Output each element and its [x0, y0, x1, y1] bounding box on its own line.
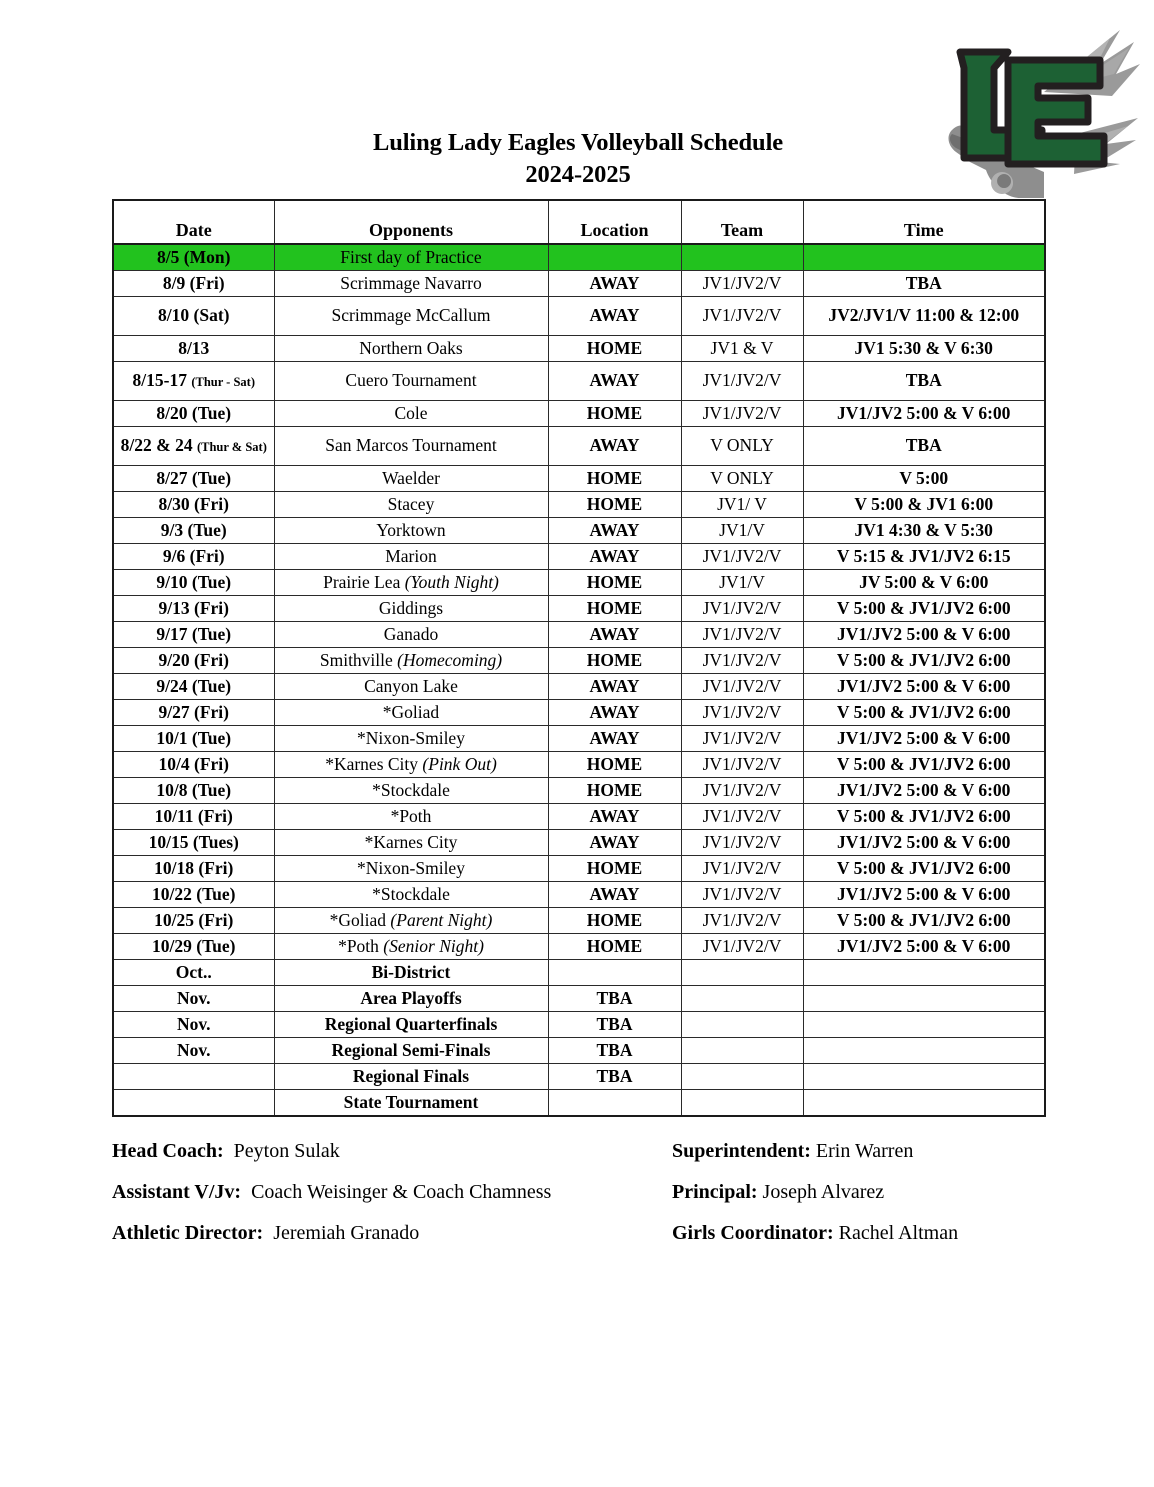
table-row — [113, 336, 1045, 362]
cell-date — [113, 986, 274, 1012]
cell-opponent — [274, 297, 548, 336]
staff-label: Girls Coordinator: — [672, 1222, 834, 1244]
cell-opponent — [274, 830, 548, 856]
staff-row — [112, 1222, 1044, 1263]
table-row — [113, 1064, 1045, 1090]
staff-entry-left — [112, 1140, 672, 1163]
cell-time: JV 5:00 & V 6:00 — [803, 570, 1045, 596]
staff-value: Coach Weisinger & Coach Chamness — [251, 1181, 552, 1203]
cell-location: AWAY — [548, 622, 681, 648]
date-text: 8/10 (Sat) — [158, 305, 230, 326]
column-header-opponents: Opponents — [274, 200, 548, 244]
cell-date — [113, 622, 274, 648]
opponent-text: Waelder — [382, 467, 440, 488]
opponent-text: Canyon Lake — [364, 675, 458, 696]
cell-team: JV1/JV2/V — [681, 726, 803, 752]
opponent-text: Smithville — [319, 649, 393, 670]
cell-team: JV1/JV2/V — [681, 674, 803, 700]
cell-team: JV1/JV2/V — [681, 882, 803, 908]
table-row — [113, 674, 1045, 700]
table-row — [113, 1090, 1045, 1117]
table-row — [113, 401, 1045, 427]
table-row — [113, 960, 1045, 986]
cell-date — [113, 882, 274, 908]
staff-value: Jeremiah Granado — [273, 1222, 420, 1244]
cell-date — [113, 244, 274, 271]
cell-team: JV1/JV2/V — [681, 908, 803, 934]
cell-team: JV1/V — [681, 518, 803, 544]
date-text: Oct.. — [175, 961, 212, 982]
table-row — [113, 271, 1045, 297]
date-text: 10/11 (Fri) — [154, 805, 233, 826]
cell-date — [113, 518, 274, 544]
table-row — [113, 752, 1045, 778]
cell-date — [113, 856, 274, 882]
column-header-team: Team — [681, 200, 803, 244]
table-row — [113, 518, 1045, 544]
schedule-table — [112, 199, 1046, 1117]
opponent-text: Cuero Tournament — [345, 370, 477, 391]
staff-label: Head Coach: — [112, 1140, 224, 1162]
staff-row — [112, 1140, 1044, 1181]
date-text: 9/3 (Tue) — [160, 519, 227, 540]
opponent-text: Regional Finals — [352, 1065, 470, 1086]
cell-team: JV1/JV2/V — [681, 700, 803, 726]
cell-location: AWAY — [548, 427, 681, 466]
table-row — [113, 297, 1045, 336]
staff-entry-left — [112, 1181, 672, 1204]
cell-time: JV2/JV1/V 11:00 & 12:00 — [803, 297, 1045, 336]
cell-location: HOME — [548, 908, 681, 934]
opponent-text: Regional Semi-Finals — [331, 1039, 491, 1060]
table-row — [113, 856, 1045, 882]
opponent-text: Yorktown — [376, 519, 446, 540]
opponent-text: Scrimmage Navarro — [340, 272, 482, 293]
date-text: 10/18 (Fri) — [154, 857, 234, 878]
cell-opponent — [274, 882, 548, 908]
cell-date — [113, 960, 274, 986]
table-row — [113, 1012, 1045, 1038]
cell-location: HOME — [548, 492, 681, 518]
cell-team: V ONLY — [681, 427, 803, 466]
cell-team: V ONLY — [681, 466, 803, 492]
cell-time — [803, 1012, 1045, 1038]
opponent-text: *Goliad — [329, 909, 387, 930]
table-row — [113, 934, 1045, 960]
opponent-text: Stacey — [387, 493, 435, 514]
cell-time — [803, 244, 1045, 271]
cell-time: JV1/JV2 5:00 & V 6:00 — [803, 622, 1045, 648]
table-row — [113, 908, 1045, 934]
cell-opponent — [274, 752, 548, 778]
date-text: Nov. — [176, 1013, 211, 1034]
date-text: 10/22 (Tue) — [152, 883, 236, 904]
date-text: 9/6 (Fri) — [162, 545, 225, 566]
cell-date — [113, 271, 274, 297]
cell-date — [113, 362, 274, 401]
table-row — [113, 244, 1045, 271]
opponent-text: *Nixon-Smiley — [357, 857, 465, 878]
cell-time: JV1 4:30 & V 5:30 — [803, 518, 1045, 544]
cell-opponent — [274, 960, 548, 986]
opponent-text: Regional Quarterfinals — [324, 1013, 498, 1034]
date-text: 8/22 & 24 — [120, 435, 193, 456]
opponent-text: Marion — [385, 545, 437, 566]
cell-team: JV1/JV2/V — [681, 752, 803, 778]
date-text: 9/17 (Tue) — [156, 623, 232, 644]
date-text: 10/8 (Tue) — [156, 779, 232, 800]
date-text: 9/20 (Fri) — [158, 649, 229, 670]
cell-opponent — [274, 700, 548, 726]
cell-team: JV1/JV2/V — [681, 271, 803, 297]
cell-location: HOME — [548, 648, 681, 674]
cell-opponent — [274, 934, 548, 960]
cell-team: JV1/JV2/V — [681, 297, 803, 336]
cell-date — [113, 570, 274, 596]
table-row — [113, 1038, 1045, 1064]
table-row — [113, 544, 1045, 570]
cell-time: V 5:00 & JV1/JV2 6:00 — [803, 752, 1045, 778]
cell-team: JV1/V — [681, 570, 803, 596]
cell-date — [113, 1012, 274, 1038]
staff-entry-right — [672, 1181, 1044, 1204]
cell-time: V 5:00 & JV1/JV2 6:00 — [803, 700, 1045, 726]
cell-location: HOME — [548, 570, 681, 596]
table-row — [113, 466, 1045, 492]
cell-time — [803, 1090, 1045, 1117]
date-text: 10/25 (Fri) — [154, 909, 234, 930]
table-row — [113, 427, 1045, 466]
date-day-note: (Thur & Sat) — [196, 440, 267, 455]
cell-team — [681, 1090, 803, 1117]
cell-date — [113, 596, 274, 622]
cell-location: HOME — [548, 466, 681, 492]
cell-date — [113, 830, 274, 856]
cell-opponent — [274, 1038, 548, 1064]
cell-location: AWAY — [548, 700, 681, 726]
opponent-note: (Pink Out) — [422, 753, 497, 774]
cell-time: V 5:00 & JV1/JV2 6:00 — [803, 648, 1045, 674]
table-row — [113, 986, 1045, 1012]
cell-time: TBA — [803, 271, 1045, 297]
cell-date — [113, 336, 274, 362]
cell-location: AWAY — [548, 271, 681, 297]
table-row — [113, 492, 1045, 518]
cell-date — [113, 700, 274, 726]
opponent-note: (Parent Night) — [390, 909, 493, 930]
opponent-text: *Stockdale — [372, 883, 450, 904]
cell-location: HOME — [548, 934, 681, 960]
cell-location: AWAY — [548, 674, 681, 700]
cell-date — [113, 752, 274, 778]
schedule-table-container — [112, 199, 1044, 1117]
column-header-time: Time — [803, 200, 1045, 244]
date-text: 9/10 (Tue) — [156, 571, 232, 592]
cell-date — [113, 804, 274, 830]
cell-opponent — [274, 466, 548, 492]
table-row — [113, 882, 1045, 908]
table-row — [113, 778, 1045, 804]
cell-location: HOME — [548, 596, 681, 622]
cell-opponent — [274, 1064, 548, 1090]
cell-opponent — [274, 570, 548, 596]
opponent-text: First day of Practice — [340, 246, 482, 267]
column-header-location: Location — [548, 200, 681, 244]
table-row — [113, 648, 1045, 674]
cell-time: JV1/JV2 5:00 & V 6:00 — [803, 726, 1045, 752]
cell-time: JV1/JV2 5:00 & V 6:00 — [803, 401, 1045, 427]
opponent-text: *Karnes City — [364, 831, 458, 852]
staff-value: Rachel Altman — [838, 1222, 959, 1244]
date-text: 9/27 (Fri) — [158, 701, 229, 722]
date-text: Nov. — [176, 987, 211, 1008]
cell-team: JV1/JV2/V — [681, 622, 803, 648]
cell-time: V 5:00 & JV1 6:00 — [803, 492, 1045, 518]
cell-opponent — [274, 401, 548, 427]
opponent-text: *Poth — [390, 805, 432, 826]
cell-opponent — [274, 622, 548, 648]
cell-team: JV1/JV2/V — [681, 648, 803, 674]
cell-date — [113, 1038, 274, 1064]
cell-opponent — [274, 518, 548, 544]
staff-label: Assistant V/Jv: — [112, 1181, 242, 1203]
cell-team: JV1/JV2/V — [681, 804, 803, 830]
table-row — [113, 830, 1045, 856]
cell-date — [113, 778, 274, 804]
staff-label: Superintendent: — [672, 1140, 811, 1162]
cell-location: TBA — [548, 1012, 681, 1038]
cell-time: JV1/JV2 5:00 & V 6:00 — [803, 778, 1045, 804]
cell-team: JV1 & V — [681, 336, 803, 362]
opponent-text: Area Playoffs — [360, 987, 462, 1008]
cell-opponent — [274, 427, 548, 466]
cell-location: HOME — [548, 856, 681, 882]
cell-time: TBA — [803, 427, 1045, 466]
staff-label: Principal: — [672, 1181, 758, 1203]
cell-time: JV1/JV2 5:00 & V 6:00 — [803, 674, 1045, 700]
cell-team: JV1/ V — [681, 492, 803, 518]
cell-opponent — [274, 596, 548, 622]
cell-location — [548, 1090, 681, 1117]
staff-label: Athletic Director: — [112, 1222, 264, 1244]
staff-list — [112, 1140, 1044, 1263]
cell-time — [803, 986, 1045, 1012]
cell-date — [113, 544, 274, 570]
staff-value: Peyton Sulak — [233, 1140, 340, 1162]
table-row — [113, 362, 1045, 401]
cell-date — [113, 934, 274, 960]
cell-team — [681, 244, 803, 271]
cell-date — [113, 1064, 274, 1090]
cell-opponent — [274, 856, 548, 882]
cell-date — [113, 674, 274, 700]
cell-time: V 5:00 — [803, 466, 1045, 492]
opponent-text: *Karnes City — [325, 753, 419, 774]
column-header-date: Date — [113, 200, 274, 244]
date-day-note: (Thur - Sat) — [191, 375, 255, 390]
opponent-note: (Youth Night) — [404, 571, 499, 592]
table-row — [113, 596, 1045, 622]
date-text: 8/9 (Fri) — [162, 272, 225, 293]
cell-time: V 5:00 & JV1/JV2 6:00 — [803, 908, 1045, 934]
cell-date — [113, 1090, 274, 1117]
cell-team — [681, 1064, 803, 1090]
cell-location: AWAY — [548, 882, 681, 908]
cell-opponent — [274, 1012, 548, 1038]
table-header-row — [113, 200, 1045, 244]
cell-team — [681, 960, 803, 986]
cell-time — [803, 960, 1045, 986]
opponent-text: Cole — [394, 402, 428, 423]
cell-location — [548, 244, 681, 271]
cell-location: AWAY — [548, 544, 681, 570]
table-row — [113, 726, 1045, 752]
staff-entry-left — [112, 1222, 672, 1245]
cell-date — [113, 492, 274, 518]
cell-team: JV1/JV2/V — [681, 401, 803, 427]
cell-team: JV1/JV2/V — [681, 596, 803, 622]
page-subtitle: 2024-2025 — [525, 161, 631, 188]
opponent-note: (Senior Night) — [383, 935, 484, 956]
cell-date — [113, 648, 274, 674]
staff-value: Joseph Alvarez — [762, 1181, 885, 1203]
date-text: 8/5 (Mon) — [157, 246, 231, 267]
cell-opponent — [274, 244, 548, 271]
cell-location: HOME — [548, 336, 681, 362]
cell-opponent — [274, 648, 548, 674]
opponent-text: *Stockdale — [372, 779, 450, 800]
cell-location: TBA — [548, 1038, 681, 1064]
cell-team — [681, 986, 803, 1012]
opponent-text: San Marcos Tournament — [325, 435, 497, 456]
title-block — [112, 128, 1044, 192]
opponent-text: *Goliad — [382, 701, 440, 722]
date-text: Nov. — [176, 1039, 211, 1060]
date-text: 8/15-17 — [132, 370, 187, 391]
cell-location: TBA — [548, 1064, 681, 1090]
cell-opponent — [274, 674, 548, 700]
cell-time — [803, 1038, 1045, 1064]
table-row — [113, 570, 1045, 596]
table-row — [113, 700, 1045, 726]
cell-team: JV1/JV2/V — [681, 362, 803, 401]
cell-team — [681, 1012, 803, 1038]
page-title: Luling Lady Eagles Volleyball Schedule — [372, 129, 784, 156]
opponent-note: (Homecoming) — [397, 649, 503, 670]
cell-location: AWAY — [548, 362, 681, 401]
cell-location: AWAY — [548, 804, 681, 830]
cell-opponent — [274, 726, 548, 752]
cell-location: HOME — [548, 778, 681, 804]
staff-row — [112, 1181, 1044, 1222]
cell-date — [113, 427, 274, 466]
cell-location: AWAY — [548, 830, 681, 856]
cell-location: HOME — [548, 752, 681, 778]
date-text: 8/20 (Tue) — [156, 402, 232, 423]
cell-time: JV1 5:30 & V 6:30 — [803, 336, 1045, 362]
cell-time — [803, 1064, 1045, 1090]
opponent-text: Prairie Lea — [323, 571, 401, 592]
cell-date — [113, 908, 274, 934]
table-row — [113, 622, 1045, 648]
cell-time: JV1/JV2 5:00 & V 6:00 — [803, 934, 1045, 960]
date-text: 10/15 (Tues) — [148, 831, 239, 852]
cell-time: V 5:00 & JV1/JV2 6:00 — [803, 596, 1045, 622]
cell-opponent — [274, 778, 548, 804]
cell-location: AWAY — [548, 297, 681, 336]
cell-time: TBA — [803, 362, 1045, 401]
cell-team — [681, 1038, 803, 1064]
cell-time: V 5:15 & JV1/JV2 6:15 — [803, 544, 1045, 570]
cell-opponent — [274, 271, 548, 297]
opponent-text: Northern Oaks — [359, 337, 463, 358]
date-text: 10/4 (Fri) — [158, 753, 229, 774]
cell-opponent — [274, 544, 548, 570]
cell-opponent — [274, 1090, 548, 1117]
cell-date — [113, 726, 274, 752]
cell-date — [113, 466, 274, 492]
cell-opponent — [274, 362, 548, 401]
staff-entry-right — [672, 1222, 1044, 1245]
opponent-text: Giddings — [378, 597, 444, 618]
staff-entry-right — [672, 1140, 1044, 1163]
opponent-text: *Nixon-Smiley — [357, 727, 465, 748]
opponent-text: Bi-District — [371, 961, 451, 982]
cell-opponent — [274, 492, 548, 518]
cell-location: TBA — [548, 986, 681, 1012]
cell-opponent — [274, 804, 548, 830]
cell-date — [113, 401, 274, 427]
cell-time: V 5:00 & JV1/JV2 6:00 — [803, 856, 1045, 882]
date-text: 8/27 (Tue) — [156, 467, 232, 488]
opponent-text: Ganado — [383, 623, 439, 644]
cell-location: AWAY — [548, 518, 681, 544]
opponent-text: State Tournament — [343, 1091, 479, 1112]
date-text: 8/13 — [178, 337, 210, 358]
date-text: 10/1 (Tue) — [156, 727, 232, 748]
cell-team: JV1/JV2/V — [681, 934, 803, 960]
cell-team: JV1/JV2/V — [681, 856, 803, 882]
table-row — [113, 804, 1045, 830]
cell-team: JV1/JV2/V — [681, 830, 803, 856]
cell-opponent — [274, 336, 548, 362]
cell-time: JV1/JV2 5:00 & V 6:00 — [803, 830, 1045, 856]
cell-opponent — [274, 986, 548, 1012]
cell-opponent — [274, 908, 548, 934]
cell-time: V 5:00 & JV1/JV2 6:00 — [803, 804, 1045, 830]
opponent-text: *Poth — [338, 935, 379, 956]
date-text: 9/24 (Tue) — [156, 675, 232, 696]
staff-value: Erin Warren — [815, 1140, 914, 1162]
date-text: 10/29 (Tue) — [152, 935, 236, 956]
date-text: 9/13 (Fri) — [158, 597, 229, 618]
cell-location: HOME — [548, 401, 681, 427]
cell-team: JV1/JV2/V — [681, 778, 803, 804]
cell-time: JV1/JV2 5:00 & V 6:00 — [803, 882, 1045, 908]
cell-date — [113, 297, 274, 336]
cell-location — [548, 960, 681, 986]
opponent-text: Scrimmage McCallum — [331, 305, 491, 326]
date-text: 8/30 (Fri) — [158, 493, 229, 514]
cell-location: AWAY — [548, 726, 681, 752]
cell-team: JV1/JV2/V — [681, 544, 803, 570]
